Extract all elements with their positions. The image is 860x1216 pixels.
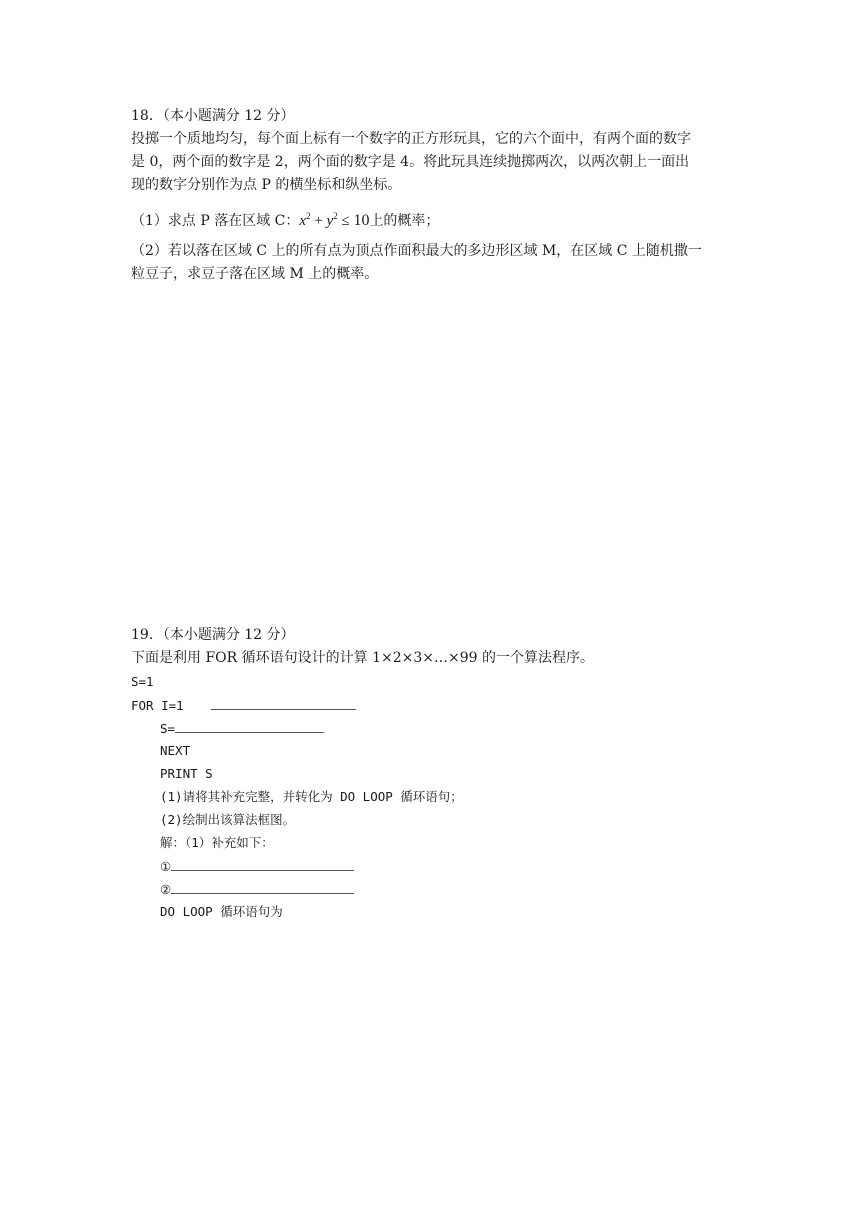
math-leq: ≤ [337, 213, 354, 229]
q18-intro-line-1: 投掷一个质地均匀，每个面上标有一个数字的正方形玩具，它的六个面中，有两个面的数字 [131, 131, 691, 147]
answer-blank-1[interactable] [171, 857, 354, 871]
code-line-print: PRINT S [160, 766, 213, 781]
math-plus: + [310, 213, 327, 229]
code-line-s-assign [160, 719, 324, 738]
fill-blank-s-expression[interactable] [175, 719, 324, 733]
code-s-eq-text: S= [160, 721, 176, 736]
solution-label: 解：（1）补充如下： [160, 835, 274, 850]
math-y: y [326, 213, 334, 229]
q18-heading: 18．（本小题满分 12 分） [131, 108, 295, 124]
math-exponent-2: 2 [333, 211, 338, 221]
q19-task-1: (1)请将其补充完整，并转化为 DO LOOP 循环语句； [160, 789, 463, 804]
answer-line-2 [160, 880, 354, 899]
code-for-text: FOR I=1 [131, 698, 184, 713]
q18-part-1-suffix: 上的概率； [369, 213, 440, 229]
circled-one-marker: ① [160, 859, 172, 874]
q19-intro: 下面是利用 FOR 循环语句设计的计算 1×2×3×…×99 的一个算法程序。 [131, 650, 594, 666]
code-line-for [131, 696, 356, 715]
region-inequality [299, 213, 369, 229]
code-line-s1: S=1 [131, 674, 154, 689]
q19-task-2: (2)绘制出该算法框图。 [160, 812, 296, 827]
math-x: x [299, 213, 307, 229]
answer-blank-2[interactable] [171, 880, 354, 894]
q18-part-1-prefix: （1）求点 P 落在区域 C： [131, 213, 300, 229]
q18-part-2-line-1: （2）若以落在区域 C 上的所有点为顶点作面积最大的多边形区域 M，在区域 C 上随机撒一 [131, 243, 702, 259]
math-number: 10 [353, 212, 370, 229]
do-loop-label: DO LOOP 循环语句为 [160, 904, 283, 919]
fill-blank-for-end[interactable] [211, 696, 356, 710]
q19-heading: 19．（本小题满分 12 分） [131, 627, 295, 643]
circled-two-marker: ② [160, 882, 172, 897]
answer-line-1 [160, 857, 354, 876]
q18-intro-line-2: 是 0，两个面的数字是 2，两个面的数字是 4。将此玩具连续抛掷两次，以两次朝上一面出 [131, 154, 690, 170]
q18-part-1 [131, 207, 439, 230]
q18-intro-line-3: 现的数字分别作为点 P 的横坐标和纵坐标。 [131, 177, 402, 193]
q18-part-2-line-2: 粒豆子，求豆子落在区域 M 上的概率。 [131, 266, 379, 282]
code-line-next: NEXT [160, 743, 191, 758]
math-exponent-1: 2 [306, 211, 311, 221]
